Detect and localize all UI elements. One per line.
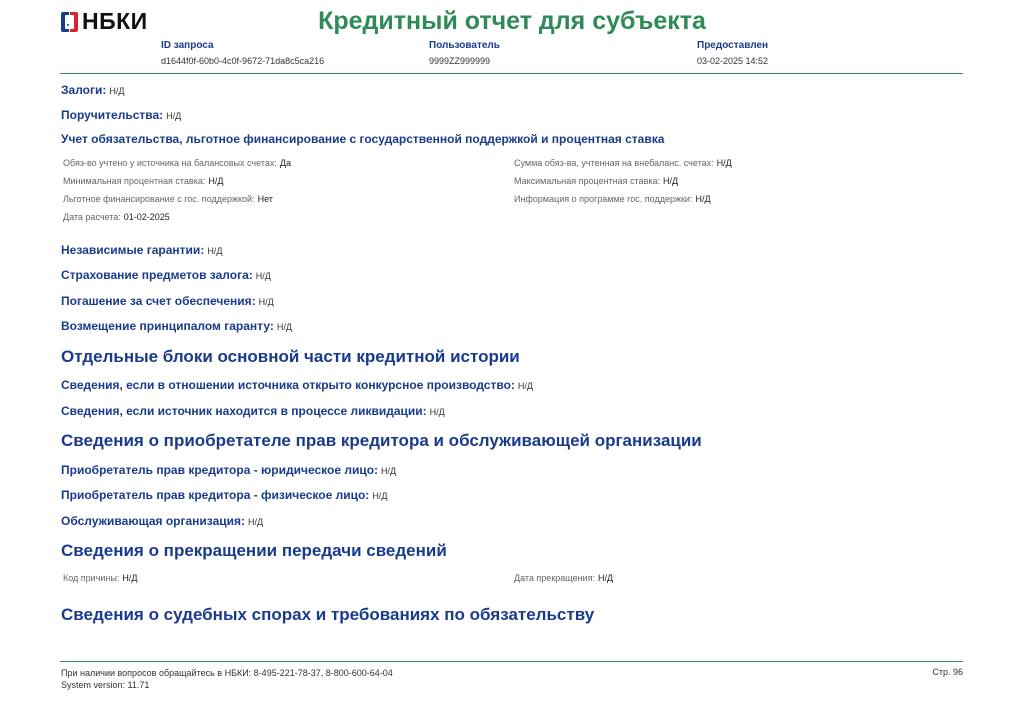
collateral-insurance-row bbox=[61, 268, 271, 282]
gov-program-label: Информация о программе гос. поддержки: bbox=[514, 194, 693, 204]
offbalance-row bbox=[514, 158, 732, 168]
termination-date-value: Н/Д bbox=[597, 573, 614, 583]
liquidation-value: Н/Д bbox=[429, 407, 445, 417]
termination-date-label: Дата прекращения: bbox=[514, 573, 595, 583]
calc-date-value: 01-02-2025 bbox=[123, 212, 170, 222]
principal-reimbursement-row bbox=[61, 319, 292, 333]
acquirer-heading: Сведения о приобретателе прав кредитора и обслуживающей организации bbox=[61, 431, 702, 450]
accounting-heading: Учет обязательства, льготное финансирование с государственной поддержкой и процентная ставка bbox=[61, 132, 665, 146]
pledges-label: Залоги: bbox=[61, 83, 107, 97]
user-block bbox=[429, 40, 500, 66]
repayment-collateral-row bbox=[61, 294, 274, 308]
provided-block bbox=[697, 40, 768, 66]
acquirer-person-row bbox=[61, 488, 387, 502]
gov-support-row bbox=[63, 194, 273, 204]
min-rate-value: Н/Д bbox=[208, 176, 224, 186]
user-value: 9999ZZ999999 bbox=[429, 56, 491, 66]
offbalance-value: Н/Д bbox=[716, 158, 732, 168]
max-rate-row bbox=[514, 176, 678, 186]
acquirer-legal-label: Приобретатель прав кредитора - юридическое лицо: bbox=[61, 463, 379, 477]
termination-reason-row bbox=[63, 573, 137, 583]
min-rate-row bbox=[63, 176, 223, 186]
servicer-label: Обслуживающая организация: bbox=[61, 514, 246, 528]
disputes-heading: Сведения о судебных спорах и требованиях по обязательству bbox=[61, 605, 595, 624]
provided-value: 03-02-2025 14:52 bbox=[697, 56, 769, 66]
provided-label: Предоставлен bbox=[697, 40, 769, 51]
pledges-row bbox=[61, 83, 124, 97]
offbalance-label: Сумма обяз-ва, учтенная на внебаланс. счетах: bbox=[514, 158, 714, 168]
gov-program-value: Н/Д bbox=[695, 194, 711, 204]
balance-label: Обяз-во учтено у источника на балансовых счетах: bbox=[63, 158, 277, 168]
guarantees-label: Поручительства: bbox=[61, 108, 164, 122]
max-rate-label: Максимальная процентная ставка: bbox=[514, 176, 660, 186]
acquirer-legal-value: Н/Д bbox=[381, 466, 397, 476]
servicer-row bbox=[61, 514, 263, 528]
bankruptcy-value: Н/Д bbox=[517, 381, 533, 391]
header-divider bbox=[60, 73, 963, 74]
termination-reason-label: Код причины: bbox=[63, 573, 120, 583]
gov-support-label: Льготное финансирование с гос. поддержкой: bbox=[63, 194, 255, 204]
termination-reason-value: Н/Д bbox=[122, 573, 138, 583]
repayment-collateral-label: Погашение за счет обеспечения: bbox=[61, 294, 256, 308]
liquidation-row bbox=[61, 404, 445, 418]
principal-reimbursement-label: Возмещение принципалом гаранту: bbox=[61, 319, 274, 333]
footer-contact: При наличии вопросов обращайтесь в НБКИ: 8-495-221-78-37, 8-800-600-64-04 bbox=[61, 668, 393, 678]
collateral-insurance-value: Н/Д bbox=[255, 271, 271, 281]
indep-guarantees-row bbox=[61, 243, 222, 257]
liquidation-label: Сведения, если источник находится в процессе ликвидации: bbox=[61, 404, 427, 418]
gov-support-value: Нет bbox=[257, 194, 273, 204]
page-number: Стр. 96 bbox=[932, 667, 963, 677]
guarantees-row bbox=[61, 108, 181, 122]
principal-reimbursement-value: Н/Д bbox=[276, 322, 292, 332]
repayment-collateral-value: Н/Д bbox=[258, 297, 274, 307]
bankruptcy-row bbox=[61, 378, 533, 392]
page-title: Кредитный отчет для субъекта bbox=[318, 7, 706, 35]
brand-name: НБКИ bbox=[82, 8, 148, 34]
separate-blocks-heading: Отдельные блоки основной части кредитной истории bbox=[61, 347, 520, 366]
gov-program-row bbox=[514, 194, 711, 204]
user-label: Пользователь bbox=[429, 40, 500, 51]
indep-guarantees-value: Н/Д bbox=[207, 246, 223, 256]
pledges-value: Н/Д bbox=[109, 86, 125, 96]
footer-version: System version: 11.71 bbox=[61, 680, 150, 690]
balance-value: Да bbox=[279, 158, 291, 168]
request-id-block bbox=[161, 40, 324, 66]
collateral-insurance-label: Страхование предметов залога: bbox=[61, 268, 253, 282]
calc-date-label: Дата расчета: bbox=[63, 212, 121, 222]
min-rate-label: Минимальная процентная ставка: bbox=[63, 176, 206, 186]
termination-date-row bbox=[514, 573, 613, 583]
footer-divider bbox=[60, 661, 963, 662]
acquirer-legal-row bbox=[61, 463, 396, 477]
termination-heading: Сведения о прекращении передачи сведений bbox=[61, 541, 447, 560]
acquirer-person-label: Приобретатель прав кредитора - физическое лицо: bbox=[61, 488, 370, 502]
servicer-value: Н/Д bbox=[248, 517, 264, 527]
footer bbox=[61, 667, 393, 691]
balance-row bbox=[63, 158, 291, 168]
calc-date-row bbox=[63, 212, 170, 222]
acquirer-person-value: Н/Д bbox=[372, 491, 388, 501]
max-rate-value: Н/Д bbox=[663, 176, 679, 186]
guarantees-value: Н/Д bbox=[166, 111, 182, 121]
indep-guarantees-label: Независимые гарантии: bbox=[61, 243, 205, 257]
request-id-value: d1644f0f-60b0-4c0f-9672-71da8c5ca216 bbox=[161, 56, 325, 66]
bankruptcy-label: Сведения, если в отношении источника открыто конкурсное производство: bbox=[61, 378, 515, 392]
request-id-label: ID запроса bbox=[161, 40, 214, 51]
